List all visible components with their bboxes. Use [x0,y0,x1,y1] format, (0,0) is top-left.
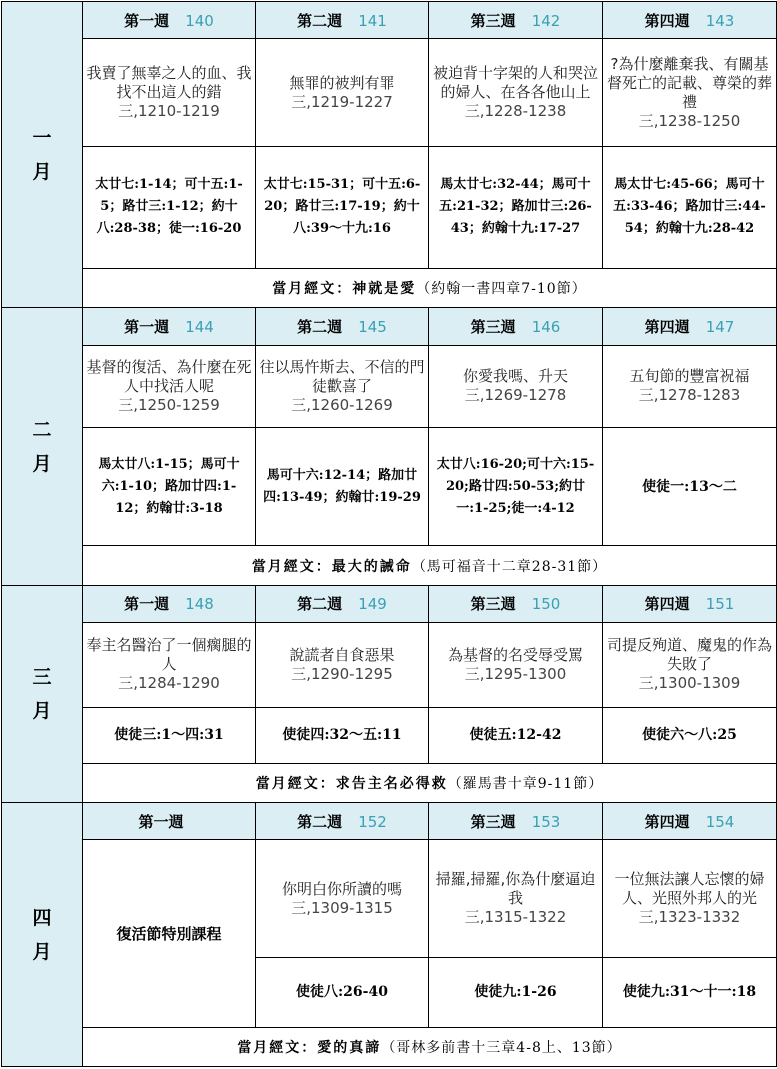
topic-title: 你明白你所讀的嗎 [281,879,402,898]
lesson-number: 140 [185,11,214,30]
month-char: 月 [32,699,52,722]
verse-label: 當月經文：最大的誡命 [251,558,412,575]
lesson-topic [256,840,429,958]
monthly-verse-row [2,763,777,802]
lesson-topic [256,345,429,428]
week-header [429,308,603,345]
lesson-topic [429,39,603,147]
topic-title: 掃羅,掃羅,你為什麼逼迫我 [435,870,596,908]
week-header [603,803,777,840]
lesson-topic [429,345,603,428]
topic-ref: 三,1210-1219 [118,102,220,121]
topic-row [2,39,777,147]
month-char: 四 [32,906,52,929]
week-header [256,308,429,345]
topic-title: ?為什麼離棄我、有關基督死亡的記載、尊榮的葬禮 [606,54,772,111]
week-header [603,308,777,345]
week-header [256,2,429,39]
topic-ref: 三,1315-1322 [464,908,567,927]
scripture-reading: 馬太廿七:32-44；馬可十五:21-32；路加廿三:26-43；約翰十九:17-27 [429,146,603,268]
week-label: 第一週 [124,595,170,614]
topic-ref: 三,1300-1309 [638,674,741,693]
month-label [2,2,83,308]
week-header [83,308,256,345]
scripture-reading: 使徒九:1-26 [429,958,603,1027]
week-header [83,2,256,39]
week-label: 第三週 [470,595,516,614]
topic-ref: 三,1228-1238 [464,102,567,121]
topic-ref: 三,1284-1290 [118,674,220,693]
scripture-reading: 馬太廿七:45-66；馬可十五:33-46；路加廿三:44-54；約翰十九:28-42 [603,146,777,268]
lesson-number: 153 [531,812,561,831]
topic-title: 無罪的被判有罪 [289,73,395,92]
week-header [603,585,777,622]
reading-row [2,146,777,268]
lesson-number: 142 [531,11,561,30]
week-header-row [2,585,777,622]
week-label: 第一週 [138,812,184,831]
topic-title: 五旬節的豐富祝福 [629,367,750,386]
lesson-topic [83,345,256,428]
lesson-number: 145 [358,317,387,336]
month-char: 月 [32,452,52,475]
week-header [83,803,256,840]
scripture-reading: 使徒六～八:25 [603,707,777,763]
verse-ref: （哥林多前書十三章4-8上、13節） [381,1039,622,1056]
month-char: 二 [32,418,52,441]
verse-label: 當月經文：神就是愛 [272,281,417,298]
lesson-topic [603,39,777,147]
week-header-row [2,2,777,39]
topic-title: 說謊者自食惡果 [289,645,395,664]
monthly-verse-row [2,269,777,308]
topic-title: 一位無法讓人忘懷的婦人、光照外邦人的光 [614,870,765,908]
lesson-topic [83,622,256,707]
week-header [429,585,603,622]
topic-ref: 三,1290-1295 [291,664,393,683]
week-label: 第一週 [124,317,170,336]
lesson-topic [429,622,603,707]
monthly-verse [83,1027,777,1066]
lesson-topic [603,622,777,707]
topic-ref: 三,1309-1315 [291,898,393,917]
lesson-topic [256,622,429,707]
scripture-reading: 馬可十六:12-14；路加廿四:13-49；約翰廿:19-29 [256,428,429,546]
scripture-reading: 使徒一:13～二 [603,428,777,546]
scripture-reading: 使徒八:26-40 [256,958,429,1027]
topic-title: 為基督的名受辱受罵 [447,645,583,664]
week-header-row [2,803,777,840]
topic-ref: 三,1269-1278 [464,386,567,405]
topic-title: 往以馬忤斯去、不信的門徒歡喜了 [259,357,425,395]
lesson-number: 146 [531,317,561,336]
lesson-number: 154 [705,812,735,831]
week-header [256,803,429,840]
easter-special-course: 復活節特別課程 [83,840,256,1027]
lesson-topic [603,840,777,958]
topic-ref: 三,1238-1250 [638,111,741,130]
week-label: 第二週 [297,11,343,30]
lesson-number: 152 [358,812,387,831]
topic-title: 基督的復活、為什麼在死人中找活人呢 [86,357,252,395]
topic-title: 司提反殉道、魔鬼的作為失敗了 [606,636,772,674]
week-label: 第一週 [124,11,170,30]
week-label: 第二週 [297,812,343,831]
month-char: 三 [32,665,52,688]
scripture-reading: 使徒九:31～十一:18 [603,958,777,1027]
topic-ref: 三,1295-1300 [464,664,567,683]
topic-title: 你愛我嗎、升天 [462,367,568,386]
week-header [83,585,256,622]
week-label: 第四週 [644,317,690,336]
scripture-reading: 使徒五:12-42 [429,707,603,763]
week-label: 第三週 [470,11,516,30]
lesson-number: 151 [705,595,735,614]
scripture-reading: 使徒四:32～五:11 [256,707,429,763]
week-header [429,803,603,840]
monthly-verse [83,269,777,308]
lesson-topic [429,840,603,958]
scripture-reading: 太廿七:1-14；可十五:1-5；路廿三:1-12；約十八:28-38；徒一:16-20 [83,146,256,268]
month-char: 月 [32,160,52,183]
month-label [2,803,83,1067]
topic-ref: 三,1323-1332 [638,908,741,927]
topic-title: 被迫背十字架的人和哭泣的婦人、在各各他山上 [432,64,598,102]
week-label: 第三週 [470,317,516,336]
topic-title: 奉主名醫治了一個瘸腿的人 [86,636,252,674]
week-label: 第二週 [297,595,343,614]
topic-ref: 三,1278-1283 [638,386,741,405]
week-header-row [2,308,777,345]
verse-label: 當月經文：求告主名必得救 [255,775,448,792]
reading-schedule-table [1,1,777,1067]
month-label [2,308,83,585]
week-label: 第四週 [644,11,690,30]
monthly-verse [83,546,777,585]
topic-ref: 三,1219-1227 [291,92,393,111]
monthly-verse-row [2,1027,777,1066]
reading-row [2,428,777,546]
week-label: 第三週 [470,812,516,831]
verse-label: 當月經文：愛的真諦 [237,1039,382,1056]
week-label: 第四週 [644,595,690,614]
topic-ref: 三,1260-1269 [291,395,393,414]
topic-row [2,345,777,428]
week-header [603,2,777,39]
topic-ref: 三,1250-1259 [118,395,220,414]
verse-ref: （羅馬書十章9-11節） [447,775,604,792]
scripture-reading: 太廿七:15-31；可十五:6-20；路廿三:17-19；約十八:39～十九:16 [256,146,429,268]
month-char: 一 [32,126,52,149]
topic-row [2,622,777,707]
topic-row [2,840,777,958]
topic-title: 我賣了無辜之人的血、我找不出這人的錯 [86,64,252,102]
reading-row [2,707,777,763]
lesson-topic [603,345,777,428]
lesson-number: 144 [185,317,214,336]
week-header [256,585,429,622]
lesson-number: 150 [531,595,561,614]
month-char: 月 [32,940,52,963]
week-label: 第二週 [297,317,343,336]
scripture-reading: 使徒三:1～四:31 [83,707,256,763]
lesson-topic [83,39,256,147]
lesson-number: 149 [358,595,387,614]
lesson-number: 148 [185,595,214,614]
verse-ref: （馬可福音十二章28-31節） [411,558,608,575]
lesson-number: 147 [705,317,735,336]
scripture-reading: 馬太廿八:1-15；馬可十六:1-10；路加廿四:1-12；約翰廿:3-18 [83,428,256,546]
lesson-topic [256,39,429,147]
lesson-number: 143 [705,11,735,30]
monthly-verse-row [2,546,777,585]
monthly-verse [83,763,777,802]
month-label [2,585,83,802]
week-header [429,2,603,39]
scripture-reading: 太廿八:16-20;可十六:15-20;路廿四:50-53;約廿一:1-25;徒一:4-12 [429,428,603,546]
week-label: 第四週 [644,812,690,831]
lesson-number: 141 [358,11,387,30]
verse-ref: （約翰一書四章7-10節） [416,281,587,298]
